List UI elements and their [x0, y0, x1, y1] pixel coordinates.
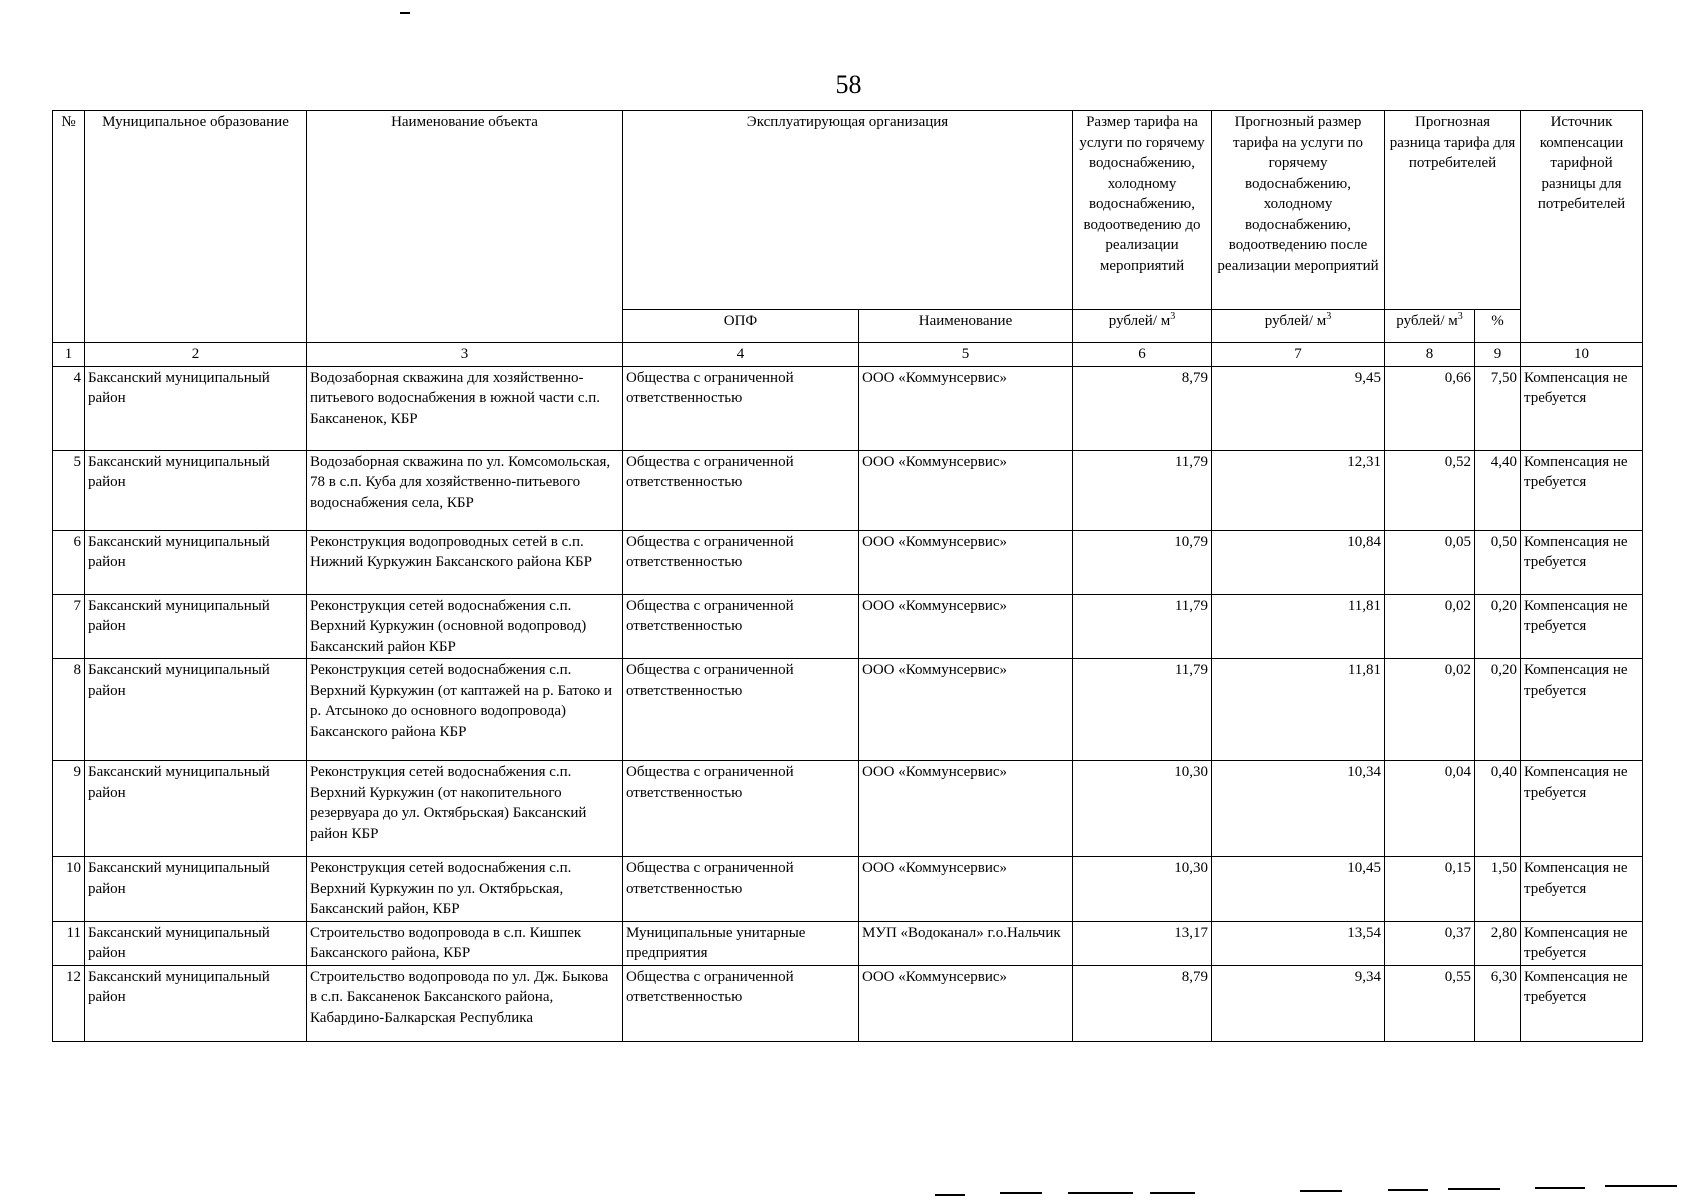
row-number: 9: [53, 761, 85, 857]
object-name-cell: Реконструкция сетей водоснабжения с.п. Верхний Куркужин (основной водопровод) Баксанский район КБР: [307, 594, 623, 659]
tariff-after-cell: 13,54: [1212, 921, 1385, 965]
scan-mark: [935, 1194, 965, 1196]
operator-name-cell: ООО «Коммунсервис»: [859, 530, 1073, 594]
unit-label: рублей/ м: [1108, 313, 1171, 329]
table-row: [53, 366, 1643, 450]
scan-mark: [1535, 1187, 1585, 1189]
difference-rub-cell: 0,15: [1385, 857, 1475, 922]
source-cell: Компенсация не требуется: [1521, 857, 1643, 922]
tariff-before-cell: 11,79: [1073, 594, 1212, 659]
object-name-cell: Реконструкция сетей водоснабжения с.п. Верхний Куркужин (от каптажей на р. Батоко и р. Атсыноко до основного водопровода) Баксанского района КБР: [307, 659, 623, 761]
tariff-before-cell: 10,30: [1073, 857, 1212, 922]
municipality-cell: Баксанский муниципальный район: [85, 594, 307, 659]
operator-opf-cell: Муниципальные унитарные предприятия: [623, 921, 859, 965]
difference-pct-cell: 1,50: [1475, 857, 1521, 922]
header-tariff-before: Размер тарифа на услуги по горячему водоснабжению, холодному водоснабжению, водоотведению до реализации мероприятий: [1073, 111, 1212, 310]
scan-mark: [1388, 1189, 1428, 1191]
tariff-before-cell: 10,79: [1073, 530, 1212, 594]
table-row: [53, 857, 1643, 922]
scan-mark: [1150, 1192, 1195, 1194]
row-number: 10: [53, 857, 85, 922]
operator-opf-cell: Общества с ограниченной ответственностью: [623, 594, 859, 659]
table-row: [53, 659, 1643, 761]
page-number: 58: [835, 70, 862, 99]
column-number: 7: [1212, 343, 1385, 367]
tariff-after-cell: 10,45: [1212, 857, 1385, 922]
operator-opf-cell: Общества с ограниченной ответственностью: [623, 450, 859, 530]
table-row: [53, 965, 1643, 1041]
table-row: [53, 761, 1643, 857]
tariff-table: [52, 110, 1643, 1042]
tariff-after-cell: 12,31: [1212, 450, 1385, 530]
row-number: 11: [53, 921, 85, 965]
column-number: 10: [1521, 343, 1643, 367]
tariff-before-cell: 8,79: [1073, 366, 1212, 450]
tariff-before-cell: 10,30: [1073, 761, 1212, 857]
source-cell: Компенсация не требуется: [1521, 530, 1643, 594]
difference-pct-cell: 7,50: [1475, 366, 1521, 450]
municipality-cell: Баксанский муниципальный район: [85, 450, 307, 530]
object-name-cell: Строительство водопровода в с.п. Кишпек Баксанского района, КБР: [307, 921, 623, 965]
object-name-cell: Водозаборная скважина по ул. Комсомольская, 78 в с.п. Куба для хозяйственно-питьевого водоснабжения села, КБР: [307, 450, 623, 530]
object-name-cell: Реконструкция сетей водоснабжения с.п. Верхний Куркужин по ул. Октябрьская, Баксанский район, КБР: [307, 857, 623, 922]
row-number: 7: [53, 594, 85, 659]
scan-mark: [1605, 1185, 1677, 1187]
unit-label: рублей/ м: [1396, 313, 1458, 329]
difference-rub-cell: 0,66: [1385, 366, 1475, 450]
difference-pct-cell: 0,20: [1475, 594, 1521, 659]
tariff-after-cell: 11,81: [1212, 594, 1385, 659]
header-operator-name: Наименование: [859, 310, 1073, 343]
scan-mark: [1300, 1190, 1342, 1192]
difference-rub-cell: 0,52: [1385, 450, 1475, 530]
unit-exponent: 3: [1170, 311, 1176, 322]
municipality-cell: Баксанский муниципальный район: [85, 530, 307, 594]
municipality-cell: Баксанский муниципальный район: [85, 366, 307, 450]
unit-exponent: 3: [1326, 311, 1332, 322]
operator-name-cell: МУП «Водоканал» г.о.Нальчик: [859, 921, 1073, 965]
object-name-cell: Водозаборная скважина для хозяйственно-питьевого водоснабжения в южной части с.п. Баксаненок, КБР: [307, 366, 623, 450]
row-number: 6: [53, 530, 85, 594]
difference-rub-cell: 0,37: [1385, 921, 1475, 965]
table-row: [53, 450, 1643, 530]
operator-opf-cell: Общества с ограниченной ответственностью: [623, 530, 859, 594]
table-row: [53, 530, 1643, 594]
operator-opf-cell: Общества с ограниченной ответственностью: [623, 857, 859, 922]
table-row: [53, 594, 1643, 659]
source-cell: Компенсация не требуется: [1521, 366, 1643, 450]
tariff-after-cell: 9,45: [1212, 366, 1385, 450]
difference-rub-cell: 0,02: [1385, 594, 1475, 659]
tariff-before-cell: 8,79: [1073, 965, 1212, 1041]
difference-pct-cell: 4,40: [1475, 450, 1521, 530]
difference-pct-cell: 6,30: [1475, 965, 1521, 1041]
difference-rub-cell: 0,05: [1385, 530, 1475, 594]
column-number: 4: [623, 343, 859, 367]
header-tariff-after: Прогнозный размер тарифа на услуги по горячему водоснабжению, холодному водоснабжению, водоотведению после реализации мероприятий: [1212, 111, 1385, 310]
tariff-before-cell: 13,17: [1073, 921, 1212, 965]
operator-name-cell: ООО «Коммунсервис»: [859, 761, 1073, 857]
scan-mark: [1068, 1192, 1133, 1194]
operator-name-cell: ООО «Коммунсервис»: [859, 366, 1073, 450]
row-number: 4: [53, 366, 85, 450]
operator-name-cell: ООО «Коммунсервис»: [859, 594, 1073, 659]
header-municipality: Муниципальное образование: [85, 111, 307, 343]
difference-pct-cell: 2,80: [1475, 921, 1521, 965]
municipality-cell: Баксанский муниципальный район: [85, 659, 307, 761]
header-no: №: [53, 111, 85, 343]
unit-exponent: 3: [1457, 311, 1463, 322]
municipality-cell: Баксанский муниципальный район: [85, 857, 307, 922]
difference-pct-cell: 0,40: [1475, 761, 1521, 857]
municipality-cell: Баксанский муниципальный район: [85, 761, 307, 857]
column-number: 2: [85, 343, 307, 367]
column-number: 1: [53, 343, 85, 367]
header-source: Источник компенсации тарифной разницы для потребителей: [1521, 111, 1643, 343]
row-number: 8: [53, 659, 85, 761]
column-number: 3: [307, 343, 623, 367]
header-object: Наименование объекта: [307, 111, 623, 343]
unit-tariff-after: [1212, 310, 1385, 343]
source-cell: Компенсация не требуется: [1521, 659, 1643, 761]
source-cell: Компенсация не требуется: [1521, 594, 1643, 659]
header-difference: Прогнозная разница тарифа для потребителей: [1385, 111, 1521, 310]
tariff-after-cell: 9,34: [1212, 965, 1385, 1041]
operator-name-cell: ООО «Коммунсервис»: [859, 965, 1073, 1041]
source-cell: Компенсация не требуется: [1521, 761, 1643, 857]
row-number: 5: [53, 450, 85, 530]
tariff-after-cell: 11,81: [1212, 659, 1385, 761]
difference-rub-cell: 0,02: [1385, 659, 1475, 761]
tariff-after-cell: 10,34: [1212, 761, 1385, 857]
operator-name-cell: ООО «Коммунсервис»: [859, 450, 1073, 530]
table-header: [53, 111, 1643, 367]
operator-opf-cell: Общества с ограниченной ответственностью: [623, 761, 859, 857]
operator-opf-cell: Общества с ограниченной ответственностью: [623, 366, 859, 450]
column-number: 9: [1475, 343, 1521, 367]
difference-rub-cell: 0,55: [1385, 965, 1475, 1041]
operator-opf-cell: Общества с ограниченной ответственностью: [623, 659, 859, 761]
unit-difference-rub: [1385, 310, 1475, 343]
header-operator-opf: ОПФ: [623, 310, 859, 343]
scan-mark: [1448, 1188, 1500, 1190]
row-number: 12: [53, 965, 85, 1041]
unit-label: рублей/ м: [1264, 313, 1327, 329]
operator-name-cell: ООО «Коммунсервис»: [859, 659, 1073, 761]
operator-opf-cell: Общества с ограниченной ответственностью: [623, 965, 859, 1041]
table-body: [53, 366, 1643, 1041]
tariff-before-cell: 11,79: [1073, 450, 1212, 530]
column-number: 8: [1385, 343, 1475, 367]
source-cell: Компенсация не требуется: [1521, 450, 1643, 530]
source-cell: Компенсация не требуется: [1521, 965, 1643, 1041]
difference-pct-cell: 0,50: [1475, 530, 1521, 594]
operator-name-cell: ООО «Коммунсервис»: [859, 857, 1073, 922]
column-numbers-row: [53, 343, 1643, 367]
column-number: 5: [859, 343, 1073, 367]
header-operator: Эксплуатирующая организация: [623, 111, 1073, 310]
unit-tariff-before: [1073, 310, 1212, 343]
unit-difference-pct: %: [1475, 310, 1521, 343]
difference-pct-cell: 0,20: [1475, 659, 1521, 761]
tariff-after-cell: 10,84: [1212, 530, 1385, 594]
column-number: 6: [1073, 343, 1212, 367]
source-cell: Компенсация не требуется: [1521, 921, 1643, 965]
table-row: [53, 921, 1643, 965]
tariff-before-cell: 11,79: [1073, 659, 1212, 761]
municipality-cell: Баксанский муниципальный район: [85, 921, 307, 965]
municipality-cell: Баксанский муниципальный район: [85, 965, 307, 1041]
scan-mark: [400, 12, 410, 14]
scan-mark: [1000, 1192, 1042, 1194]
object-name-cell: Реконструкция водопроводных сетей в с.п. Нижний Куркужин Баксанского района КБР: [307, 530, 623, 594]
difference-rub-cell: 0,04: [1385, 761, 1475, 857]
object-name-cell: Реконструкция сетей водоснабжения с.п. Верхний Куркужин (от накопительного резервуара до ул. Октябрьская) Баксанский район КБР: [307, 761, 623, 857]
object-name-cell: Строительство водопровода по ул. Дж. Быкова в с.п. Баксаненок Баксанского района, Кабардино-Балкарская Республика: [307, 965, 623, 1041]
